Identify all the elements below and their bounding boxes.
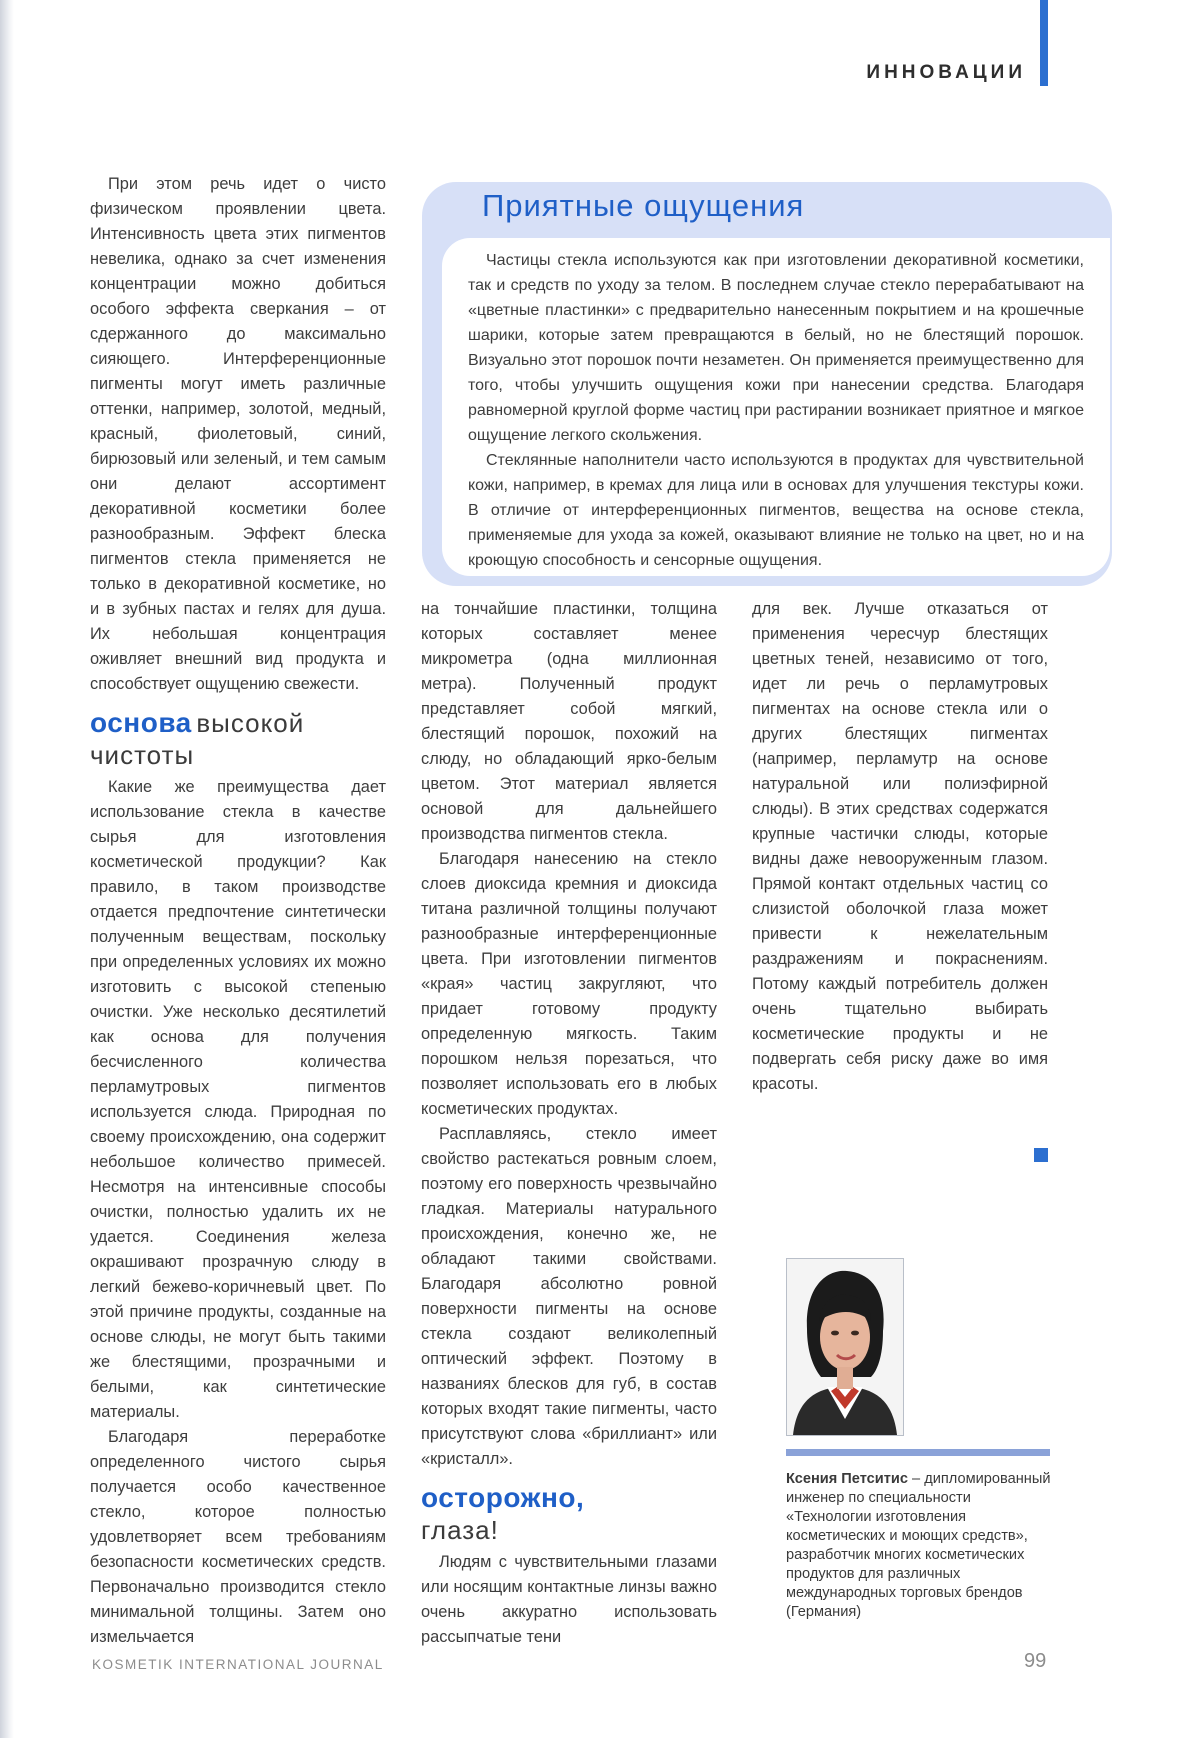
- article-column-3: [752, 597, 1048, 1097]
- subheading-strong: осторожно,: [421, 1482, 585, 1513]
- paragraph: для век. Лучше отказаться от применения чересчур блестящих цветных теней, независимо от того, идет ли речь о перламутровых пигментах на основе стекла или о других блестящих пигментах (например, перламутр на основе натуральной или полиэфирной слюды). В этих средствах содержатся крупные частички слюды, которые видны даже невооруженным глазом. Прямой контакт отдельных частиц со слизистой оболочкой глаза может привести к нежелательным раздражениям и покраснениям. Потому каждый потребитель должен очень тщательно выбирать косметические продукты и не подвергать себя риску даже во имя красоты.: [752, 600, 1048, 1093]
- subheading-careful-eyes: [421, 1484, 717, 1544]
- sidebar-title: Приятные ощущения: [482, 188, 805, 223]
- subheading-light: высокой: [196, 708, 305, 738]
- paragraph: Благодаря переработке определенного чистого сырья получается особо качественное стекло, которое полностью удовлетворяет всем требованиям безопасности косметических средств. Первоначально производится стекло минимальной толщины. Затем оно измельчается: [90, 1428, 386, 1646]
- footer-journal-name: KOSMETIK INTERNATIONAL JOURNAL: [92, 1657, 384, 1672]
- subheading-light: глаза!: [421, 1515, 499, 1545]
- author-photo: [786, 1258, 904, 1436]
- author-bio: – дипломированный инженер по специальности «Технологии изготовления косметических и моющих средств», разработчик многих косметических продуктов для различных международных торговых брендов (Германия): [786, 1471, 1051, 1620]
- subheading-strong: основа: [90, 707, 192, 738]
- paragraph: Стеклянные наполнители часто используются в продуктах для чувствительной кожи, например, в кремах для лица или в основах для улучшения текстуры кожи. В отличие от интерференционных пигментов, вещества на основе стекла, применяемые для ухода за кожей, оказывают влияние не только на цвет, но и на кроющую способность и сенсорные ощущения.: [468, 452, 1084, 569]
- paragraph: Какие же преимущества дает использование стекла в качестве сырья для изготовления косметической продукции? Как правило, в таком производстве отдается предпочтение синтетически полученным веществам, поскольку при определенных условиях их можно изготовить с высокой степеныю очистки. Уже несколько десятилетий как основа для получения бесчисленного количества перламутровых пигментов используется слюда. Природная по своему происхождению, она содержит небольшое количество примесей. Несмотря на интенсивные способы очистки, полностью удалить их не удается. Соединения железа окрашивают прозрачную слюду в легкий бежево-коричневый цвет. По этой причине продукты, созданные на основе слюды, не могут быть такими же блестящими, прозрачными и белыми, как синтетические материалы.: [90, 778, 386, 1421]
- paragraph: на тончайшие пластинки, толщина которых составляет менее микрометра (одна миллионная метра). Полученный продукт представляет собой мягкий, блестящий порошок, похожий на слюду, но обладающий ярко-белым цветом. Этот материал является основой для дальнейшего производства пигментов стекла.: [421, 600, 717, 843]
- subheading-pure-base: [90, 709, 386, 769]
- footer-page-number: 99: [1024, 1650, 1047, 1672]
- author-name: Ксения Петситис: [786, 1471, 908, 1487]
- section-label: ИННОВАЦИИ: [866, 62, 1026, 83]
- author-caption: [786, 1470, 1056, 1622]
- article-column-1: [90, 172, 386, 1650]
- article-end-square-icon: [1034, 1148, 1048, 1162]
- paragraph: Частицы стекла используются как при изготовлении декоративной косметики, так и средств по уходу за телом. В последнем случае стекло перерабатывают на «цветные пластинки» с предварительно нанесенным покрытием и на крошечные шарики, которые затем превращаются в белый, но не блестящий порошок. Визуально этот порошок почти незаметен. Он применяется преимущественно для того, чтобы улучшить ощущения кожи при нанесении средства. Благодаря равномерной круглой форме частиц при растирании возникает приятное и мягкое ощущение легкого скольжения.: [468, 252, 1084, 444]
- paragraph: Расплавляясь, стекло имеет свойство растекаться ровным слоем, поэтому его поверхность чрезвычайно гладкая. Материалы натурального происхождения, конечно же, не обладают такими свойствами. Благодаря абсолютно ровной поверхности пигменты на основе стекла создают великолепный оптический эффект. Поэтому в названиях блесков для губ, в состав которых входят такие пигменты, часто присутствуют слова «бриллиант» или «кристалл».: [421, 1125, 717, 1468]
- paragraph: При этом речь идет о чисто физическом проявлении цвета. Интенсивность цвета этих пигментов невелика, однако за счет изменения концентрации можно добиться особого эффекта сверкания – от сдержанного до максимально сияющего. Интерференционные пигменты могут иметь различные оттенки, например, золотой, медный, красный, фиолетовый, синий, бирюзовый или зеленый, и тем самым они делают ассортимент декоративной косметики более разнообразным. Эффект блеска пигментов стекла применяется не только в декоративной косметике, но и в зубных пастах и гелях для душа. Их небольшая концентрация оживляет внешний вид продукта и способствует ощущению свежести.: [90, 175, 386, 693]
- article-column-2: [421, 597, 717, 1650]
- subheading-light-line2: чистоты: [90, 740, 195, 770]
- sidebar-text: [468, 248, 1084, 573]
- paragraph: Людям с чувствительными глазами или носящим контактные линзы важно очень аккуратно использовать рассыпчатые тени: [421, 1553, 717, 1646]
- page-edge-shadow: [0, 0, 14, 1738]
- author-divider-bar: [786, 1449, 1050, 1456]
- section-accent-bar: [1040, 0, 1048, 86]
- paragraph: Благодаря нанесению на стекло слоев диоксида кремния и диоксида титана различной толщины получают разнообразные интерференционные цвета. При изготовлении пигментов «края» частиц закругляют, что придает готовому продукту определенную мягкость. Таким порошком нельзя порезаться, что позволяет использовать его в любых косметических продуктах.: [421, 850, 717, 1118]
- author-portrait-image: [787, 1259, 903, 1435]
